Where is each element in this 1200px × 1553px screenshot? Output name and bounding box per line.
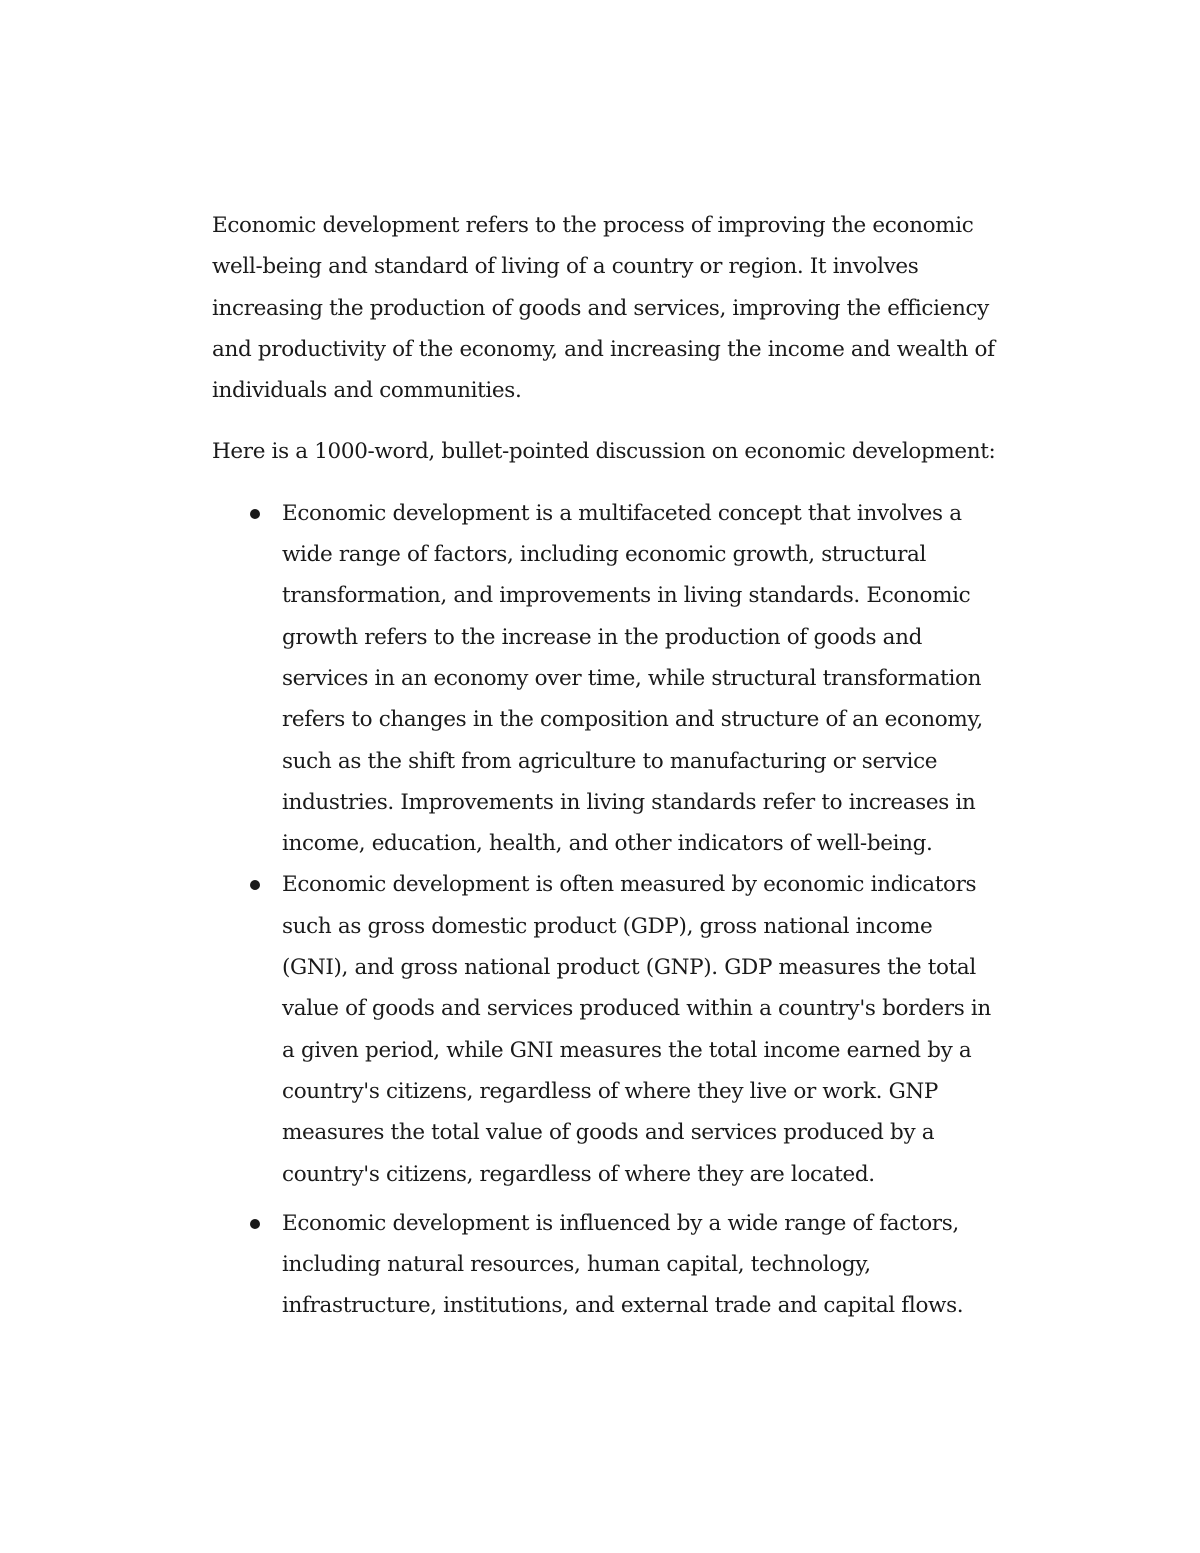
list-item-text: Economic development is influenced by a wide range of factors, including natural resources, human capital, technology, infrastructure, institutions, and external trade and capital flows.: [282, 1210, 964, 1319]
list-item-text: Economic development is often measured by economic indicators such as gross domestic product (GDP), gross national income (GNI), and gross national product (GNP). GDP measures the total value of goods and services produced within a country's borders in a given period, while GNI measures the total income earned by a country's citizens, regardless of where they live or work. GNP measures the total value of goods and services produced by a country's citizens, regardless of where they are located.: [282, 872, 991, 1187]
bullet-list: [212, 493, 1002, 1327]
list-item: [212, 864, 1002, 1194]
bullet-icon: [250, 509, 260, 519]
bullet-icon: [250, 880, 260, 890]
list-item: [212, 1203, 1002, 1327]
document-body: [212, 205, 1002, 1327]
list-item: [212, 493, 1002, 865]
bullet-icon: [250, 1219, 260, 1229]
lead-paragraph: Here is a 1000-word, bullet-pointed discussion on economic development:: [212, 439, 996, 465]
list-item-text: Economic development is a multifaceted concept that involves a wide range of factors, including economic growth, structural transformation, and improvements in living standards. Economic growth refers to the increase in the production of goods and services in an economy over time, while structural transformation refers to changes in the composition and structure of an economy, such as the shift from agriculture to manufacturing or service industries. Improvements in living standards refer to increases in income, education, health, and other indicators of well-being.: [282, 500, 983, 857]
intro-paragraph: Economic development refers to the process of improving the economic well-being and standard of living of a country or region. It involves increasing the production of goods and services, improving the efficiency and productivity of the economy, and increasing the income and wealth of individuals and communities.: [212, 213, 995, 404]
